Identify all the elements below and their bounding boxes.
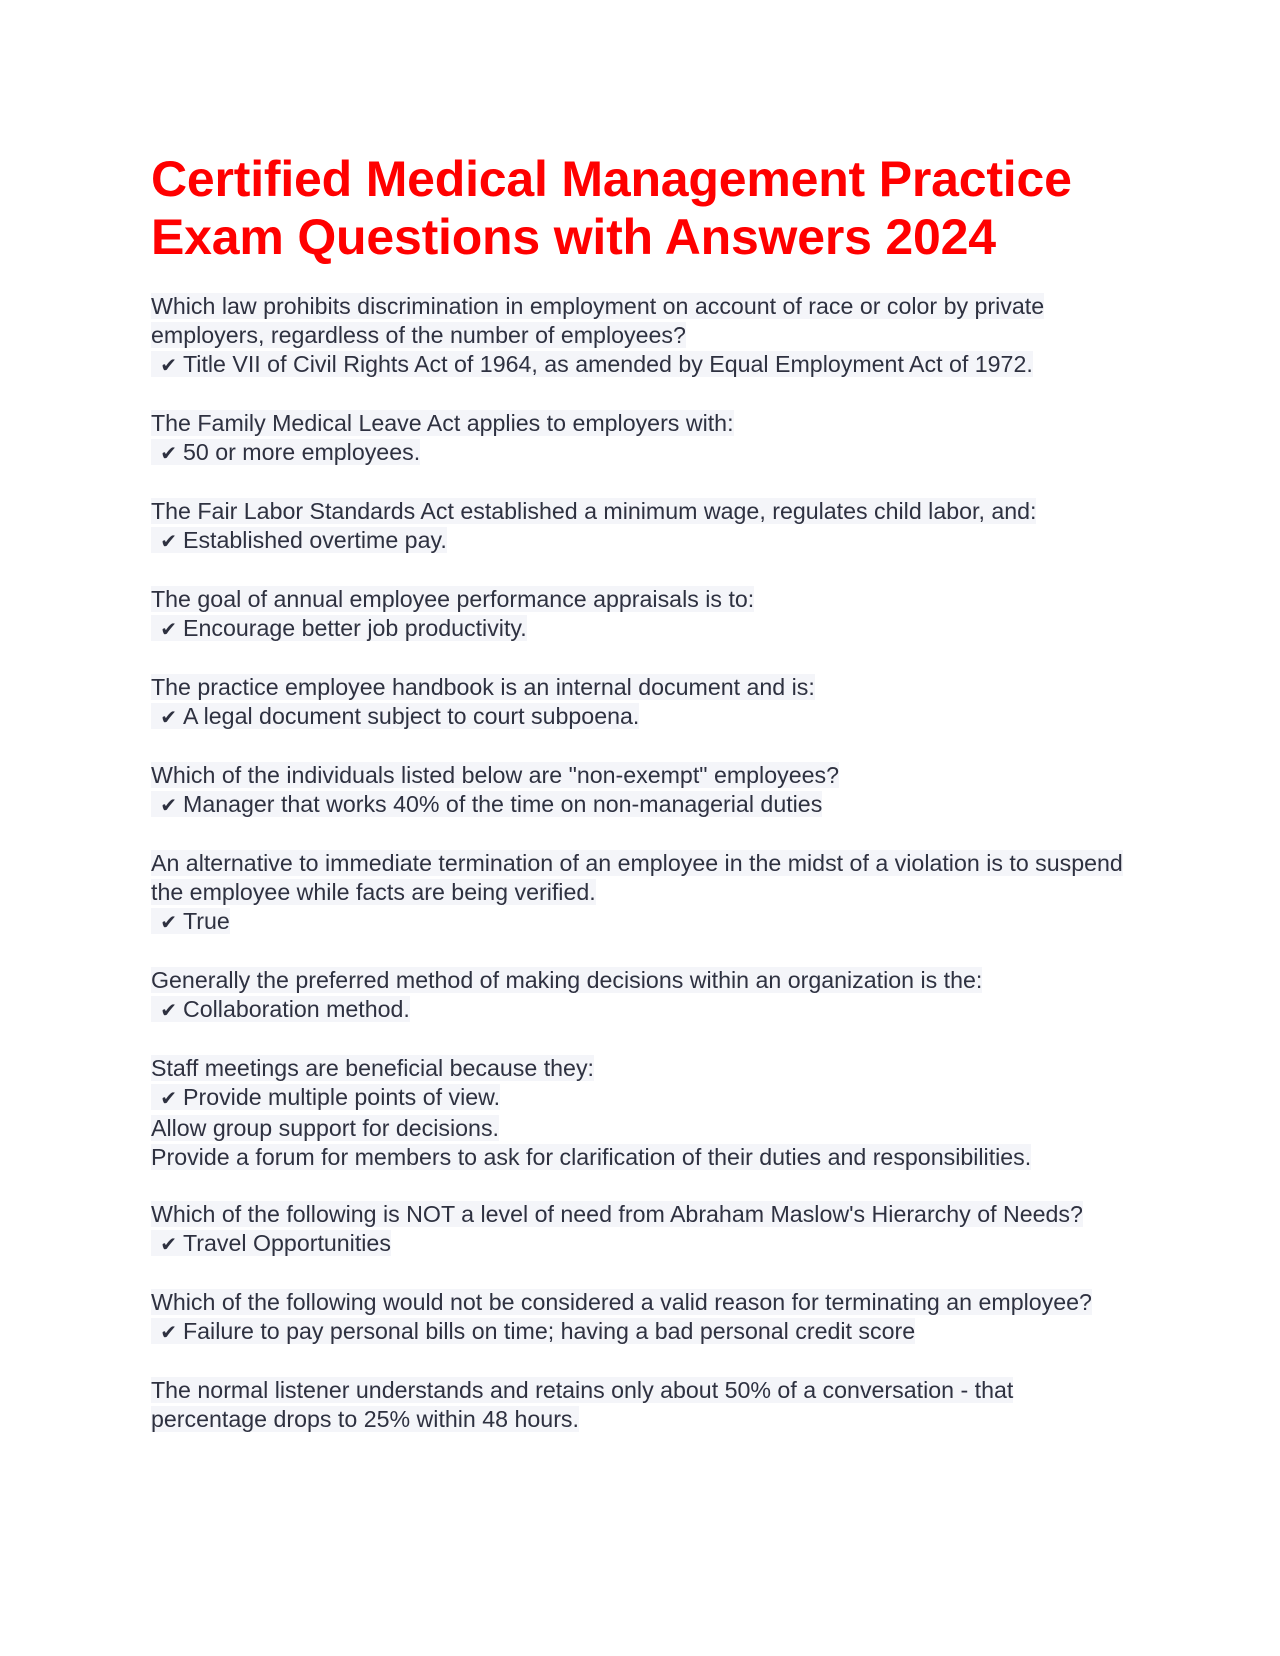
qa-item	[151, 1376, 1131, 1434]
check-icon: ✔	[160, 1322, 177, 1344]
qa-item	[151, 966, 1131, 1026]
answer-text: Established overtime pay.	[183, 527, 447, 553]
answer-text: Title VII of Civil Rights Act of 1964, as amended by Equal Employment Act of 1972.	[183, 351, 1033, 377]
question-text: Which of the following is NOT a level of need from Abraham Maslow's Hierarchy of Needs?	[151, 1201, 1083, 1227]
check-icon: ✔	[160, 1088, 177, 1110]
question-text: The goal of annual employee performance appraisals is to:	[151, 586, 755, 612]
answer-text: Encourage better job productivity.	[183, 615, 527, 641]
check-icon: ✔	[160, 355, 177, 377]
answer-text: 50 or more employees.	[183, 439, 421, 465]
qa-item	[151, 409, 1131, 469]
question-text: Which of the following would not be considered a valid reason for terminating an employee?	[151, 1289, 1092, 1315]
qa-item	[151, 497, 1131, 557]
answer-text: Provide multiple points of view.	[183, 1084, 501, 1110]
qa-item	[151, 1288, 1131, 1348]
check-icon: ✔	[160, 795, 177, 817]
qa-item	[151, 1054, 1131, 1172]
question-text: Which of the individuals listed below are "non-exempt" employees?	[151, 762, 839, 788]
document-title	[151, 150, 1131, 266]
check-icon: ✔	[160, 1234, 177, 1256]
qa-item	[151, 292, 1131, 381]
question-text: The Fair Labor Standards Act established a minimum wage, regulates child labor, and:	[151, 498, 1037, 524]
answer-text: Failure to pay personal bills on time; having a bad personal credit score	[183, 1318, 916, 1344]
question-text: The normal listener understands and retains only about 50% of a conversation - that percentage drops to 25% within 48 hours.	[151, 1377, 1014, 1432]
answer-text: True	[183, 908, 230, 934]
answer-text: Manager that works 40% of the time on non-managerial duties	[183, 791, 823, 817]
qa-item	[151, 673, 1131, 733]
check-icon: ✔	[160, 912, 177, 934]
check-icon: ✔	[160, 531, 177, 553]
answer-text: Travel Opportunities	[183, 1230, 391, 1256]
qa-item	[151, 585, 1131, 645]
check-icon: ✔	[160, 619, 177, 641]
check-icon: ✔	[160, 443, 177, 465]
question-text: Which law prohibits discrimination in employment on account of race or color by private employers, regardless of the number of employees?	[151, 293, 1045, 348]
qa-item	[151, 849, 1131, 938]
title-line-1: Certified Medical Management Practice	[151, 151, 1072, 207]
answer-text: A legal document subject to court subpoena.	[183, 703, 640, 729]
answer-extra-text: Allow group support for decisions.	[151, 1115, 499, 1141]
question-text: Generally the preferred method of making decisions within an organization is the:	[151, 967, 983, 993]
check-icon: ✔	[160, 1000, 177, 1022]
question-text: An alternative to immediate termination of an employee in the midst of a violation is to suspend the employee while facts are being verified.	[151, 850, 1123, 905]
question-text: The Family Medical Leave Act applies to employers with:	[151, 410, 734, 436]
title-line-2: Exam Questions with Answers 2024	[151, 209, 996, 265]
question-text: The practice employee handbook is an internal document and is:	[151, 674, 815, 700]
check-icon: ✔	[160, 707, 177, 729]
qa-item	[151, 761, 1131, 821]
answer-text: Collaboration method.	[183, 996, 410, 1022]
answer-extra-text: Provide a forum for members to ask for clarification of their duties and responsibilities.	[151, 1144, 1032, 1170]
qa-item	[151, 1200, 1131, 1260]
question-text: Staff meetings are beneficial because they:	[151, 1055, 594, 1081]
document-page	[151, 150, 1131, 1462]
